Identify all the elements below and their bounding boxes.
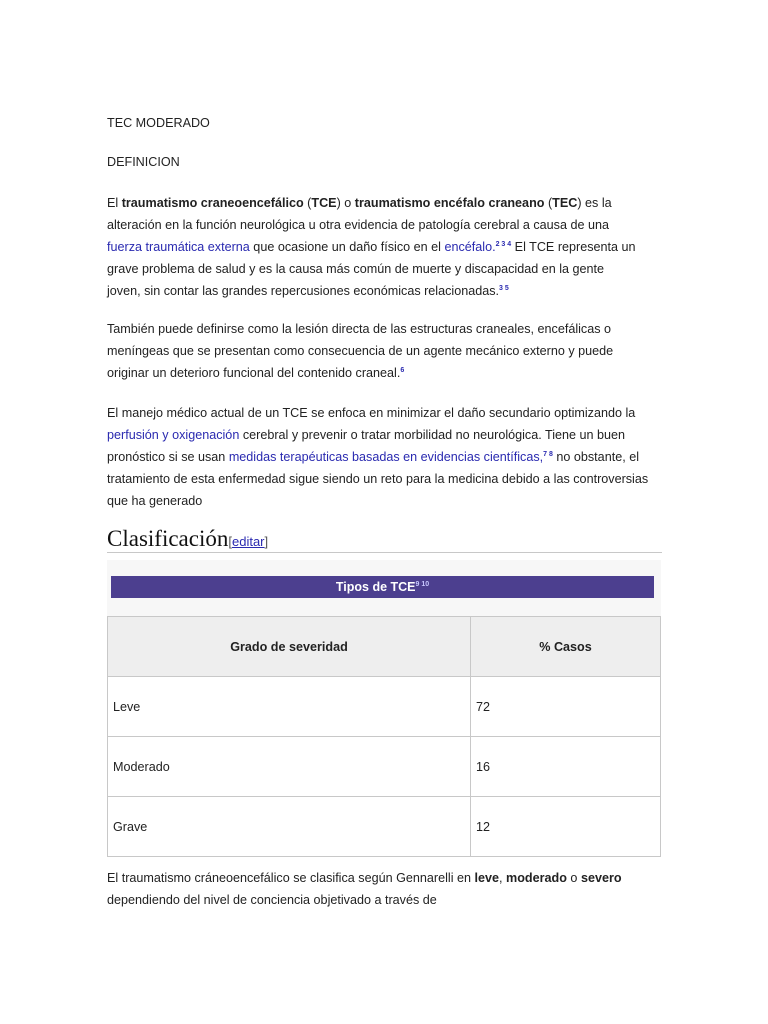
cell-severity: Grave xyxy=(108,797,471,857)
table-row xyxy=(108,677,661,737)
paragraph-gennarelli xyxy=(107,867,637,911)
text: ( xyxy=(544,196,553,210)
severity-table xyxy=(107,616,661,857)
bold-term: traumatismo craneoencefálico xyxy=(121,196,304,210)
link-medidas-terapeuticas[interactable]: medidas terapéuticas basadas en evidencias científicas, xyxy=(228,450,544,464)
link-encefalo[interactable]: encéfalo. xyxy=(444,240,496,254)
tce-types-table xyxy=(107,560,661,857)
table-header-row xyxy=(108,617,661,677)
bold-term: leve xyxy=(474,871,500,885)
bold-term: traumatismo encéfalo craneano xyxy=(354,196,545,210)
doc-title: TEC MODERADO xyxy=(107,116,210,130)
text: no obstante, el tratamiento de esta enfermedad sigue siendo un reto para la medicina debido a las controversias que ha generado xyxy=(107,450,649,508)
text: cerebral y prevenir o tratar morbilidad no neurológica. Tiene un buen pronóstico si se usan xyxy=(107,428,626,464)
edit-section xyxy=(228,534,268,549)
citation-refs[interactable]: 6 xyxy=(400,366,405,374)
text: También puede definirse como la lesión directa de las estructuras craneales, encefálicas o meníngeas que se presentan como consecuencia de un agente mecánico externo y puede originar un deterioro funcional del contenido craneal. xyxy=(107,322,614,380)
text: El traumatismo cráneoencefálico se clasifica según Gennarelli en xyxy=(107,871,475,885)
text: ( xyxy=(303,196,312,210)
table-row xyxy=(108,737,661,797)
bold-term: moderado xyxy=(506,871,567,885)
text: o xyxy=(566,871,581,885)
paragraph-definition xyxy=(107,192,637,302)
text: El manejo médico actual de un TCE se enfoca en minimizar el daño secundario optimizando la xyxy=(107,406,636,420)
caption-citations[interactable]: 9 10 xyxy=(415,580,430,588)
bold-term: severo xyxy=(580,871,622,885)
text: El xyxy=(107,196,122,210)
bold-term: TCE xyxy=(311,196,337,210)
text: ) es la alteración en la función neurológica u otra evidencia de patología cerebral a causa de una xyxy=(107,196,612,232)
section-title: Clasificación xyxy=(107,526,229,551)
bracket: ] xyxy=(264,534,269,549)
bracket: [ xyxy=(228,534,232,549)
link-perfusion[interactable]: perfusión y oxigenación xyxy=(107,428,240,442)
edit-link[interactable]: editar xyxy=(231,534,265,549)
doc-subtitle: DEFINICION xyxy=(107,155,180,169)
text: dependiendo del nivel de conciencia objetivado a través de xyxy=(107,893,437,907)
paragraph-manejo xyxy=(107,402,652,512)
bold-term: TEC xyxy=(552,196,578,210)
cell-cases: 12 xyxy=(471,797,661,857)
text: ) o xyxy=(336,196,355,210)
link-fuerza-traumatica[interactable]: fuerza traumática externa xyxy=(107,240,250,254)
citation-refs[interactable]: 7 8 xyxy=(543,450,553,458)
cell-severity: Moderado xyxy=(108,737,471,797)
header-severity: Grado de severidad xyxy=(108,617,471,677)
section-heading-clasificacion xyxy=(107,524,662,553)
citation-refs[interactable]: 3 5 xyxy=(499,284,509,292)
cell-severity: Leve xyxy=(108,677,471,737)
paragraph-lesion xyxy=(107,318,642,384)
cell-cases: 16 xyxy=(471,737,661,797)
header-cases: % Casos xyxy=(471,617,661,677)
text: El TCE representa un grave problema de salud y es la causa más común de muerte y discapacidad en la gente joven, sin contar las grandes repercusiones económicas relacionadas. xyxy=(107,240,636,298)
table-row xyxy=(108,797,661,857)
table-caption xyxy=(111,576,654,598)
text: , xyxy=(499,871,507,885)
text: que ocasione un daño físico en el xyxy=(249,240,445,254)
citation-refs[interactable]: 2 3 4 xyxy=(495,240,512,248)
caption-text: Tipos de TCE xyxy=(335,580,416,594)
cell-cases: 72 xyxy=(471,677,661,737)
